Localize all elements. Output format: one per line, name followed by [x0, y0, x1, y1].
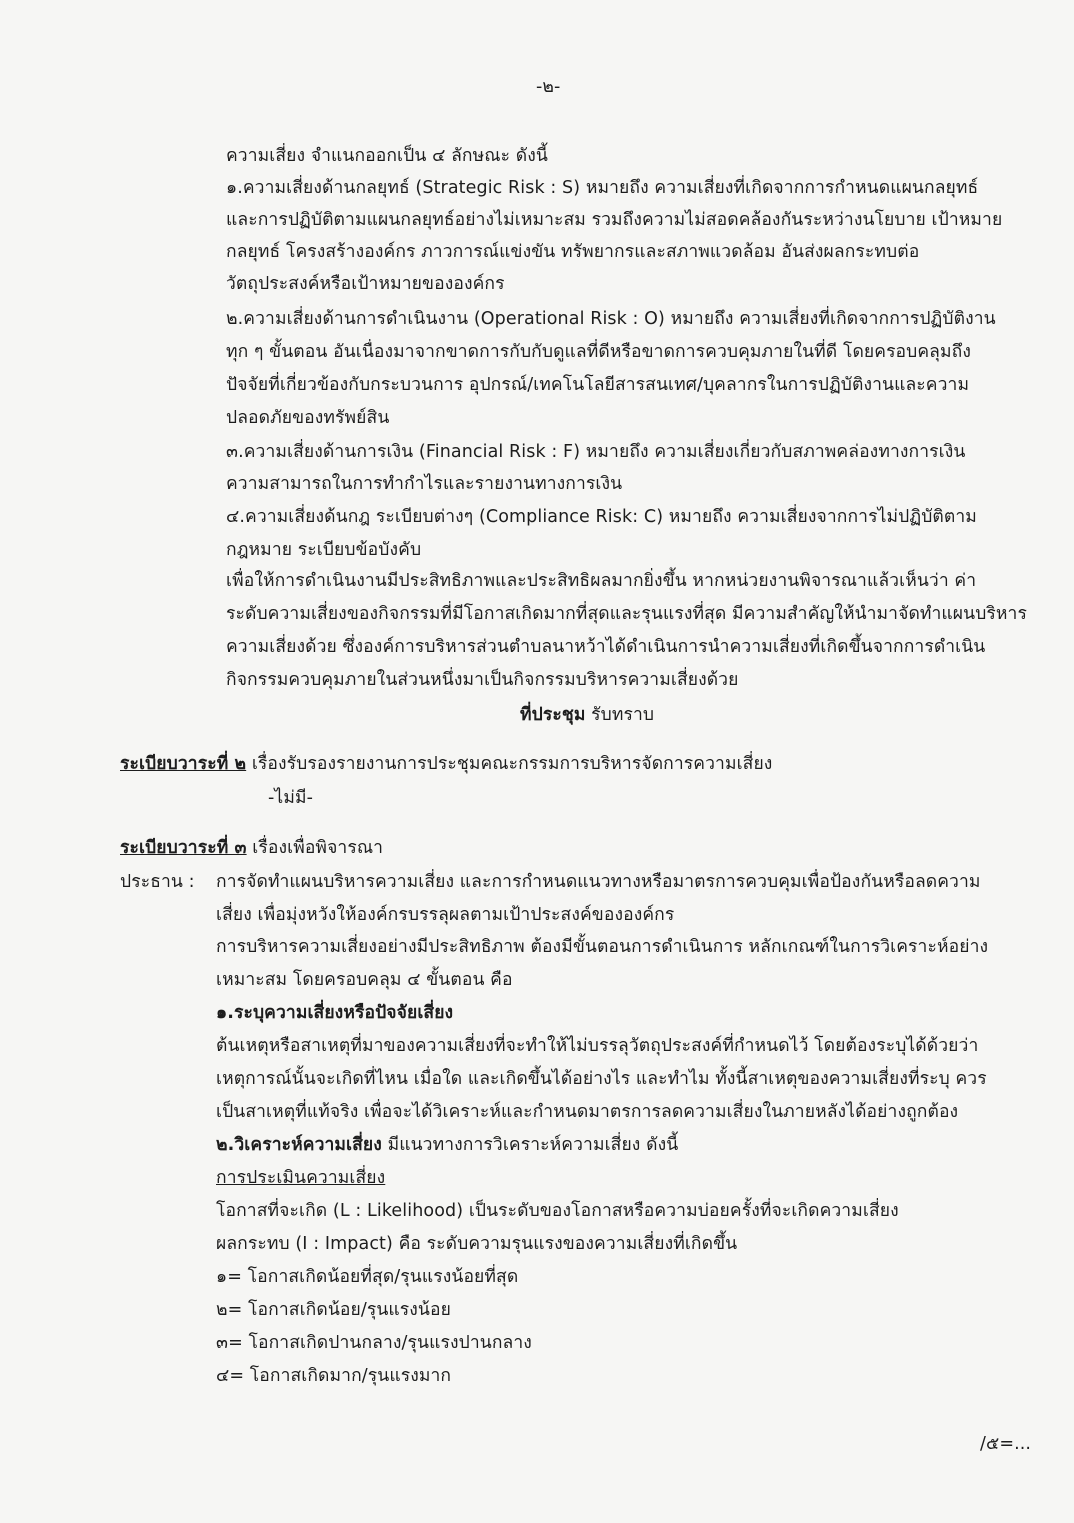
level-item: ๒= โอกาสเกิดน้อย/รุนแรงน้อย — [216, 1300, 451, 1320]
risk4-line: ๔.ความเสี่ยงด้นกฎ ระเบียบต่างๆ (Compliance Risk: C) หมายถึง ความเสี่ยงจากการไม่ปฏิบัติตาม — [226, 507, 977, 527]
chair-label: ประธาน : — [120, 872, 195, 892]
risk4-line: กฎหมาย ระเบียบข้อบังคับ — [226, 540, 422, 560]
risk2-line: ทุก ๆ ขั้นตอน อันเนื่องมาจากขาดการกับกับดูแลที่ดีหรือขาดการควบคุมภายในที่ดี โดยครอบคลุมถึง — [226, 342, 971, 362]
chair-line: เหมาะสม โดยครอบคลุม ๔ ขั้นตอน คือ — [216, 970, 513, 990]
agenda3-label: ระเบียบวาระที่ ๓ — [120, 838, 247, 858]
step1-line: ต้นเหตุหรือสาเหตุที่มาของความเสี่ยงที่จะทำให้ไม่บรรลุวัตถุประสงค์ที่กำหนดไว้ โดยต้องระบุได้ด้วยว่า — [216, 1036, 979, 1056]
risk1-line: ๑.ความเสี่ยงด้านกลยุทธ์ (Strategic Risk : S) หมายถึง ความเสี่ยงที่เกิดจากการกำหนดแผนกลยุทธ์ — [226, 178, 979, 198]
step2-label: ๒.วิเคราะห์ความเสี่ยง — [216, 1135, 382, 1155]
chair-line: การบริหารความเสี่ยงอย่างมีประสิทธิภาพ ต้องมีขั้นตอนการดำเนินการ หลักเกณฑ์ในการวิเคราะห์อย่าง — [216, 937, 989, 957]
impact-line: ผลกระทบ (I : Impact) คือ ระดับความรุนแรงของความเสี่ยงที่เกิดขึ้น — [216, 1234, 738, 1254]
risk3-line: ๓.ความเสี่ยงด้านการเงิน (Financial Risk : F) หมายถึง ความเสี่ยงเกี่ยวกับสภาพคล่องทางการเงิน — [226, 442, 966, 462]
risk1-line: วัตถุประสงค์หรือเป้าหมายขององค์กร — [226, 274, 505, 294]
meeting-label: ที่ประชุม — [520, 705, 586, 725]
risk2-line: ๒.ความเสี่ยงด้านการดำเนินงาน (Operational Risk : O) หมายถึง ความเสี่ยงที่เกิดจากการปฏิบัติงาน — [226, 309, 996, 329]
paragraph-line: กิจกรรมควบคุมภายในส่วนหนึ่งมาเป็นกิจกรรมบริหารความเสี่ยงด้วย — [226, 670, 739, 690]
risk2-line: ปัจจัยที่เกี่ยวข้องกับกระบวนการ อุปกรณ์/เทคโนโลยีสารสนเทศ/บุคลากรในการปฏิบัติงานและความ — [226, 375, 970, 395]
step1-line: เหตุการณ์นั้นจะเกิดที่ไหน เมื่อใด และเกิดขึ้นได้อย่างไร และทำไม ทั้งนี้สาเหตุของความเสี่ยงที่ระบุ ควร — [216, 1069, 987, 1089]
risk3-line: ความสามารถในการทำกำไรและรายงานทางการเงิน — [226, 474, 623, 494]
chair-line: เสี่ยง เพื่อมุ่งหวังให้องค์กรบรรลุผลตามเป้าประสงค์ขององค์กร — [216, 905, 675, 925]
continued-marker: /๕=... — [980, 1434, 1032, 1454]
step2-text: มีแนวทางการวิเคราะห์ความเสี่ยง ดังนี้ — [381, 1135, 679, 1155]
agenda2-none: -ไม่มี- — [268, 788, 314, 808]
chair-line: การจัดทำแผนบริหารความเสี่ยง และการกำหนดแนวทางหรือมาตรการควบคุมเพื่อป้องกันหรือลดความ — [216, 872, 981, 892]
step2-heading — [216, 1130, 678, 1160]
step1-heading: ๑.ระบุความเสี่ยงหรือปัจจัยเสี่ยง — [216, 1003, 454, 1023]
paragraph-line: ระดับความเสี่ยงของกิจกรรมที่มีโอกาสเกิดมากที่สุดและรุนแรงที่สุด มีความสำคัญให้นำมาจัดทำแผนบริหาร — [226, 604, 1027, 624]
step1-line: เป็นสาเหตุที่แท้จริง เพื่อจะได้วิเคราะห์และกำหนดมาตรการลดความเสี่ยงในภายหลังได้อย่างถูกต้อง — [216, 1102, 959, 1122]
meeting-acknowledged — [520, 700, 654, 730]
meeting-text: รับทราบ — [585, 705, 655, 725]
agenda3-title: เรื่องเพื่อพิจารณา — [246, 838, 384, 858]
agenda2-title: เรื่องรับรองรายงานการประชุมคณะกรรมการบริหารจัดการความเสี่ยง — [246, 754, 773, 774]
level-item: ๑= โอกาสเกิดน้อยที่สุด/รุนแรงน้อยที่สุด — [216, 1267, 519, 1287]
risk1-line: และการปฏิบัติตามแผนกลยุทธ์อย่างไม่เหมาะสม รวมถึงความไม่สอดคล้องกันระหว่างนโยบาย เป้าหมาย — [226, 210, 1003, 230]
page-number: -๒- — [536, 77, 561, 97]
agenda3-heading — [120, 833, 383, 863]
paragraph-line: ความเสี่ยงด้วย ซึ่งองค์การบริหารส่วนตำบลนาหว้าได้ดำเนินการนำความเสี่ยงที่เกิดขึ้นจากการดำเนิน — [226, 637, 986, 657]
paragraph-line: เพื่อให้การดำเนินงานมีประสิทธิภาพและประสิทธิผลมากยิ่งขึ้น หากหน่วยงานพิจารณาแล้วเห็นว่า ค่า — [226, 571, 977, 591]
likelihood-line: โอกาสที่จะเกิด (L : Likelihood) เป็นระดับของโอกาสหรือความบ่อยครั้งที่จะเกิดความเสี่ยง — [216, 1201, 899, 1221]
assessment-heading: การประเมินความเสี่ยง — [216, 1168, 386, 1188]
level-item: ๔= โอกาสเกิดมาก/รุนแรงมาก — [216, 1366, 452, 1386]
risk1-line: กลยุทธ์ โครงสร้างองค์กร ภาวการณ์แข่งขัน ทรัพยากรและสภาพแวดล้อม อันส่งผลกระทบต่อ — [226, 242, 920, 262]
agenda2-label: ระเบียบวาระที่ ๒ — [120, 754, 247, 774]
agenda2-heading — [120, 749, 772, 779]
risk2-line: ปลอดภัยของทรัพย์สิน — [226, 408, 390, 428]
intro-line: ความเสี่ยง จำแนกออกเป็น ๔ ลักษณะ ดังนี้ — [226, 146, 548, 166]
level-item: ๓= โอกาสเกิดปานกลาง/รุนแรงปานกลาง — [216, 1333, 532, 1353]
